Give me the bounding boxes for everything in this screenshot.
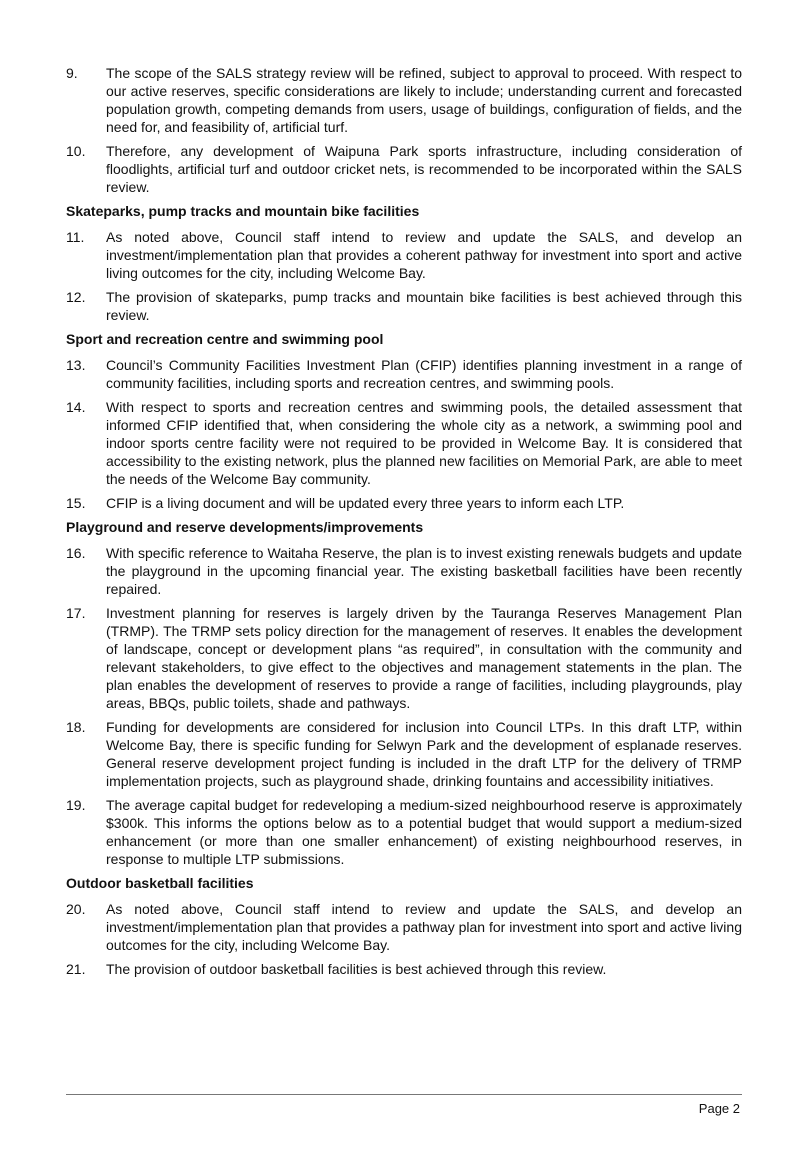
paragraph-number: 12.: [66, 289, 86, 305]
numbered-paragraph: [66, 288, 742, 324]
page-number: Page 2: [698, 1101, 740, 1116]
footer-divider: [66, 1094, 742, 1095]
paragraph-text: With specific reference to Waitaha Reserve, the plan is to invest existing renewals budgets and update the playground in the upcoming financial year. The existing basketball facilities have been recently repaired.: [106, 545, 742, 597]
numbered-paragraph: [66, 900, 742, 954]
numbered-paragraph: [66, 796, 742, 868]
paragraph-text: Investment planning for reserves is largely driven by the Tauranga Reserves Management Plan (TRMP). The TRMP sets policy direction for the management of reserves. It enables the development of landscape, concept or development plans “as required”, in consultation with the community and relevant stakeholders, to give effect to the objectives and management statements in the plan. The plan enables the development of reserves to provide a range of facilities, including playgrounds, play areas, BBQs, public toilets, shade and pathways.: [106, 605, 742, 711]
paragraph-number: 13.: [66, 357, 86, 373]
numbered-paragraph: [66, 64, 742, 136]
numbered-paragraph: [66, 960, 742, 978]
paragraph-number: 14.: [66, 399, 86, 415]
paragraph-text: With respect to sports and recreation centres and swimming pools, the detailed assessment that informed CFIP identified that, when considering the whole city as a network, a swimming pool and indoor sports centre facility were not required to be provided in Welcome Bay. It is considered that accessibility to the existing network, plus the planned new facilities on Memorial Park, are able to meet the needs of the Welcome Bay community.: [106, 399, 742, 487]
paragraph-text: The scope of the SALS strategy review will be refined, subject to approval to proceed. With respect to our active reserves, specific considerations are likely to include; understanding current and forecasted population growth, competing demands from users, usage of buildings, configuration of fields, and the need for, and feasibility of, artificial turf.: [106, 65, 742, 135]
section-heading: Skateparks, pump tracks and mountain bike facilities: [66, 203, 420, 219]
paragraph-text: Therefore, any development of Waipuna Park sports infrastructure, including consideration of floodlights, artificial turf and outdoor cricket nets, is recommended to be incorporated within the SALS review.: [106, 143, 742, 195]
paragraph-number: 18.: [66, 719, 86, 735]
paragraph-text: Council’s Community Facilities Investment Plan (CFIP) identifies planning investment in a range of community facilities, including sports and recreation centres, and swimming pools.: [106, 357, 742, 391]
document-body: [66, 64, 742, 984]
section-heading: Playground and reserve developments/improvements: [66, 519, 424, 535]
section-heading: Outdoor basketball facilities: [66, 875, 254, 891]
paragraph-number: 9.: [66, 65, 78, 81]
numbered-paragraph: [66, 228, 742, 282]
numbered-paragraph: [66, 604, 742, 712]
paragraph-number: 20.: [66, 901, 86, 917]
paragraph-number: 15.: [66, 495, 86, 511]
paragraph-text: As noted above, Council staff intend to review and update the SALS, and develop an investment/implementation plan that provides a pathway plan for investment into sport and active living outcomes for the city, including Welcome Bay.: [106, 901, 742, 953]
paragraph-text: CFIP is a living document and will be updated every three years to inform each LTP.: [106, 495, 625, 511]
numbered-paragraph: [66, 398, 742, 488]
numbered-paragraph: [66, 142, 742, 196]
numbered-paragraph: [66, 544, 742, 598]
paragraph-text: As noted above, Council staff intend to review and update the SALS, and develop an investment/implementation plan that provides a coherent pathway for investment into sport and active living outcomes for the city, including Welcome Bay.: [106, 229, 742, 281]
paragraph-number: 17.: [66, 605, 86, 621]
paragraph-text: The provision of outdoor basketball facilities is best achieved through this review.: [106, 961, 607, 977]
paragraph-number: 11.: [66, 229, 85, 245]
paragraph-text: Funding for developments are considered for inclusion into Council LTPs. In this draft LTP, within Welcome Bay, there is specific funding for Selwyn Park and the development of esplanade reserves. General reserve development project funding is included in the draft LTP for the delivery of TRMP implementation projects, such as playground shade, drinking fountains and accessibility initiatives.: [106, 719, 742, 789]
paragraph-number: 10.: [66, 143, 86, 159]
numbered-paragraph: [66, 718, 742, 790]
paragraph-number: 19.: [66, 797, 86, 813]
paragraph-text: The provision of skateparks, pump tracks and mountain bike facilities is best achieved through this review.: [106, 289, 742, 323]
paragraph-text: The average capital budget for redeveloping a medium-sized neighbourhood reserve is approximately $300k. This informs the options below as to a potential budget that would support a medium-sized enhancement (or more than one smaller enhancement) of existing neighbourhood reserves, in response to multiple LTP submissions.: [106, 797, 742, 867]
section-heading: Sport and recreation centre and swimming pool: [66, 331, 384, 347]
numbered-paragraph: [66, 494, 742, 512]
paragraph-number: 16.: [66, 545, 86, 561]
paragraph-number: 21.: [66, 961, 86, 977]
numbered-paragraph: [66, 356, 742, 392]
